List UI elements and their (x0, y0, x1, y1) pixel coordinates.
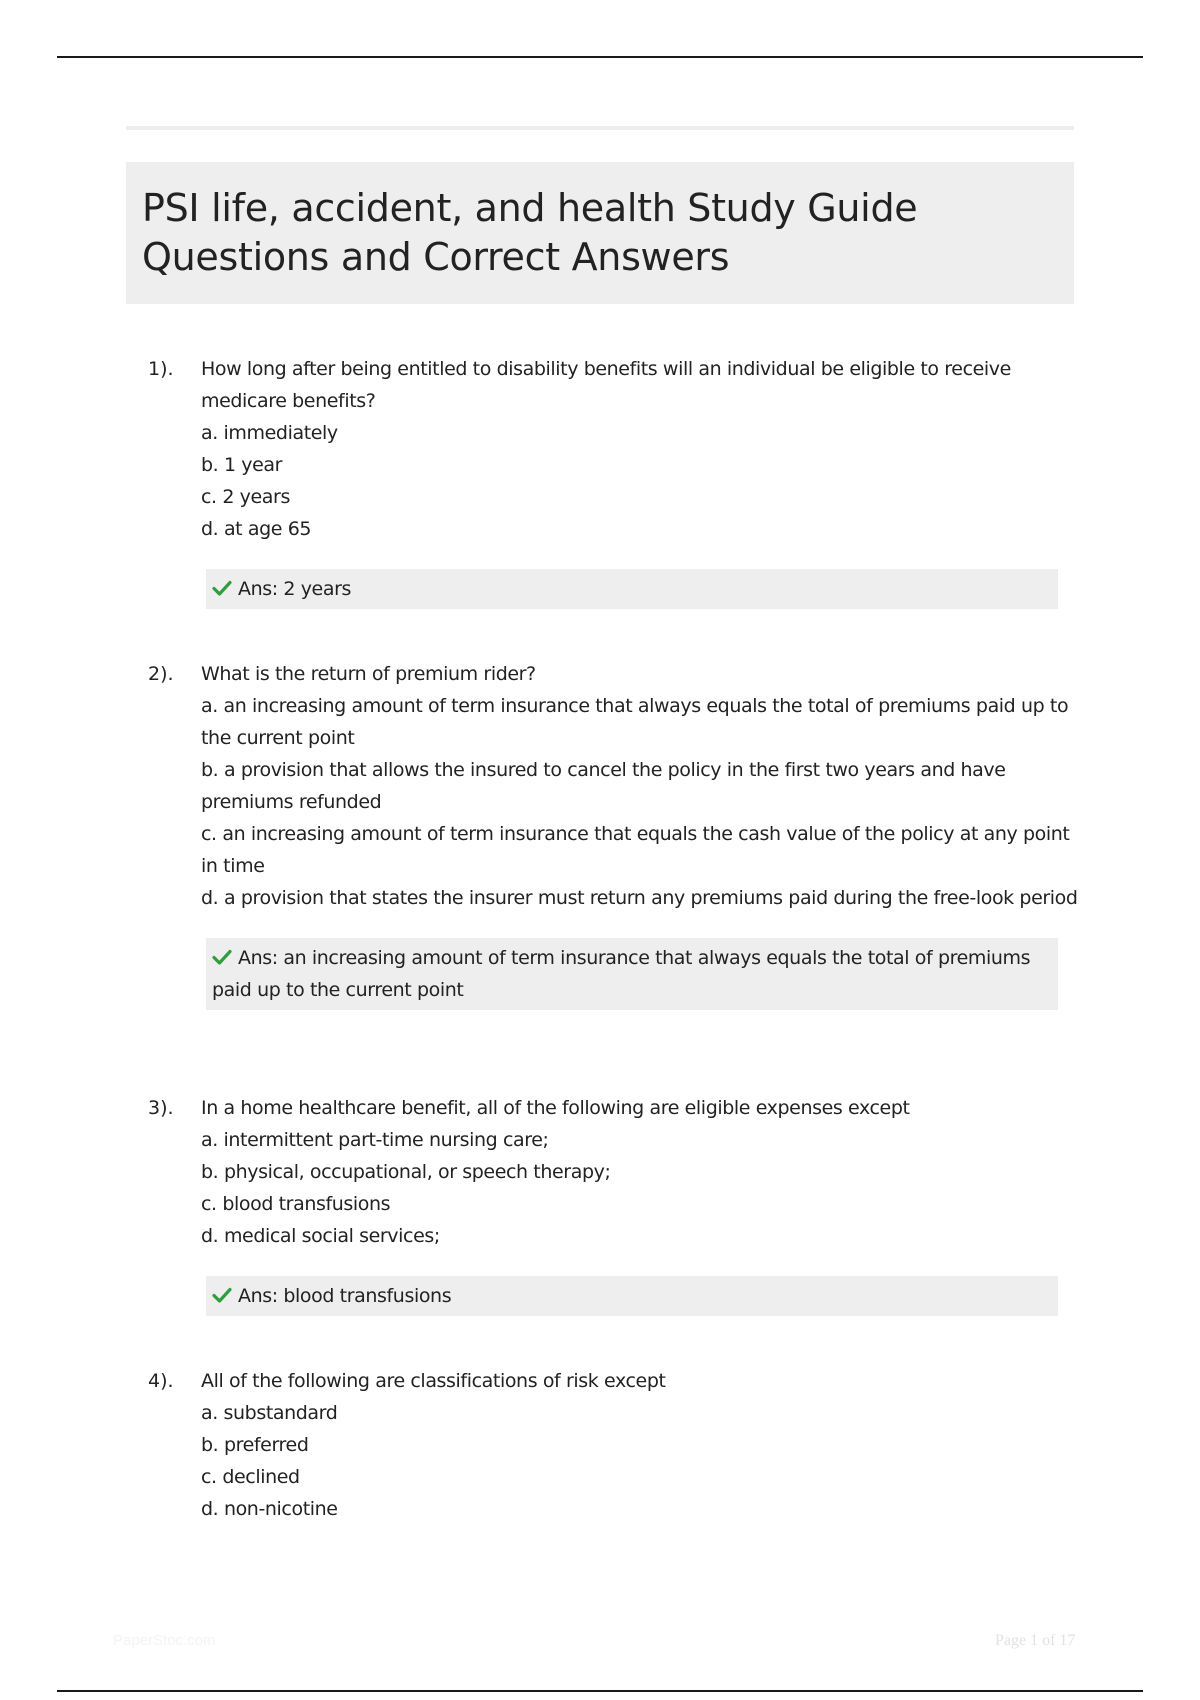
question-4 (148, 1365, 1078, 1525)
page-number: Page 1 of 17 (995, 1632, 1076, 1649)
question-2 (148, 658, 1078, 1010)
option-d: d. a provision that states the insurer must return any premiums paid during the free-look period (201, 887, 1078, 909)
question-number: 2). (148, 663, 174, 685)
option-d: d. medical social services; (201, 1225, 440, 1247)
page-top-rule (57, 56, 1143, 58)
option-a: a. substandard (201, 1402, 338, 1424)
answer-text: Ans: an increasing amount of term insurance that always equals the total of premiums paid up to the current point (212, 947, 1031, 1001)
option-a: a. intermittent part-time nursing care; (201, 1129, 549, 1151)
answer-box (206, 1276, 1058, 1316)
question-1 (148, 353, 1078, 609)
answer-box (206, 938, 1058, 1010)
option-a: a. immediately (201, 422, 338, 444)
option-b: b. a provision that allows the insured to cancel the policy in the first two years and have premiums refunded (201, 759, 1006, 813)
footer-watermark: PaperStoc.com (113, 1632, 216, 1649)
title-line-1: PSI life, accident, and health Study Guide (142, 186, 918, 230)
option-c: c. blood transfusions (201, 1193, 391, 1215)
question-3 (148, 1092, 1078, 1316)
check-icon (212, 949, 232, 965)
option-c: c. declined (201, 1466, 300, 1488)
document-top-divider (126, 126, 1074, 130)
option-b: b. preferred (201, 1434, 309, 1456)
option-b: b. physical, occupational, or speech therapy; (201, 1161, 611, 1183)
answer-text: Ans: 2 years (238, 578, 351, 600)
question-text: All of the following are classifications of risk except (201, 1370, 666, 1392)
question-text: What is the return of premium rider? (201, 663, 536, 685)
page-bottom-rule (57, 1690, 1143, 1692)
answer-text: Ans: blood transfusions (238, 1285, 452, 1307)
check-icon (212, 1287, 232, 1303)
title-line-2: Questions and Correct Answers (142, 235, 730, 279)
question-text: How long after being entitled to disability benefits will an individual be eligible to receive medicare benefits? (201, 358, 1011, 412)
option-c: c. 2 years (201, 486, 290, 508)
option-d: d. at age 65 (201, 518, 312, 540)
question-number: 1). (148, 358, 174, 380)
title-banner (126, 162, 1074, 304)
check-icon (212, 580, 232, 596)
option-b: b. 1 year (201, 454, 283, 476)
question-number: 4). (148, 1370, 174, 1392)
option-d: d. non-nicotine (201, 1498, 338, 1520)
option-c: c. an increasing amount of term insurance that equals the cash value of the policy at any point in time (201, 823, 1070, 877)
answer-box (206, 569, 1058, 609)
question-text: In a home healthcare benefit, all of the following are eligible expenses except (201, 1097, 910, 1119)
question-number: 3). (148, 1097, 174, 1119)
page-title (142, 184, 1058, 282)
option-a: a. an increasing amount of term insurance that always equals the total of premiums paid up to the current point (201, 695, 1069, 749)
